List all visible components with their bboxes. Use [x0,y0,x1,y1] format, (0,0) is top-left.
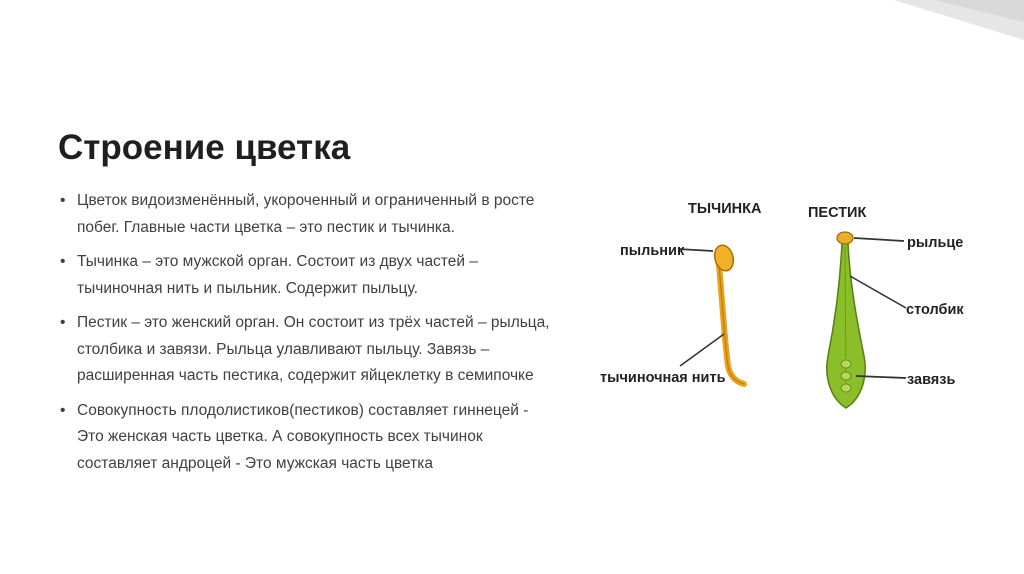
anther-shape [712,243,736,273]
bullet-text: Пестик – это женский орган. Он состоит из трёх частей – рыльца, столбика и завязи. Рыльца улавливают пыльцу. Завязь – расширенная часть пестика, содержит яйцеклетку в семипочке [77,314,550,384]
flower-parts-illustration [596,186,992,418]
stamen-heading: ТЫЧИНКА [688,201,762,217]
bullet-item [60,310,550,390]
corner-accent [894,0,1024,40]
ovule-shape [841,372,851,380]
anther-label: пыльник [620,243,685,259]
bullet-dot: • [60,192,66,209]
bullet-dot: • [60,253,66,270]
filament-label: тычиночная нить [600,370,726,386]
ovule-shape [841,360,851,368]
bullet-dot: • [60,401,66,419]
bullet-item [60,188,550,241]
bullet-text: Тычинка – это мужской орган. Состоит из двух частей – тычиночная нить и пыльник. Содержит пыльцу. [77,253,478,297]
bullet-item [60,249,550,302]
stamen-drawing [678,243,744,384]
pistil-drawing [827,232,906,408]
ovary-label: завязь [907,372,956,388]
bullet-text: Цветок видоизменённый, укороченный и ограниченный в росте побег. Главные части цветка – это пестик и тычинка. [77,192,535,236]
stigma-label: рыльце [907,235,964,251]
pistil-heading: ПЕСТИК [808,205,867,221]
style-label: столбик [906,302,964,318]
stigma-shape [837,232,853,244]
bullet-item [60,398,550,478]
slide-title: Строение цветка [58,128,351,167]
bullet-dot: • [60,314,66,331]
bullet-text: Совокупность плодолистиков(пестиков) составляет гиннецей - Это женская часть цветка. А совокупность всех тычинок составляет андроцей - Это мужская часть цветка [77,401,529,472]
ovule-shape [841,384,851,392]
bullet-list [60,188,550,485]
